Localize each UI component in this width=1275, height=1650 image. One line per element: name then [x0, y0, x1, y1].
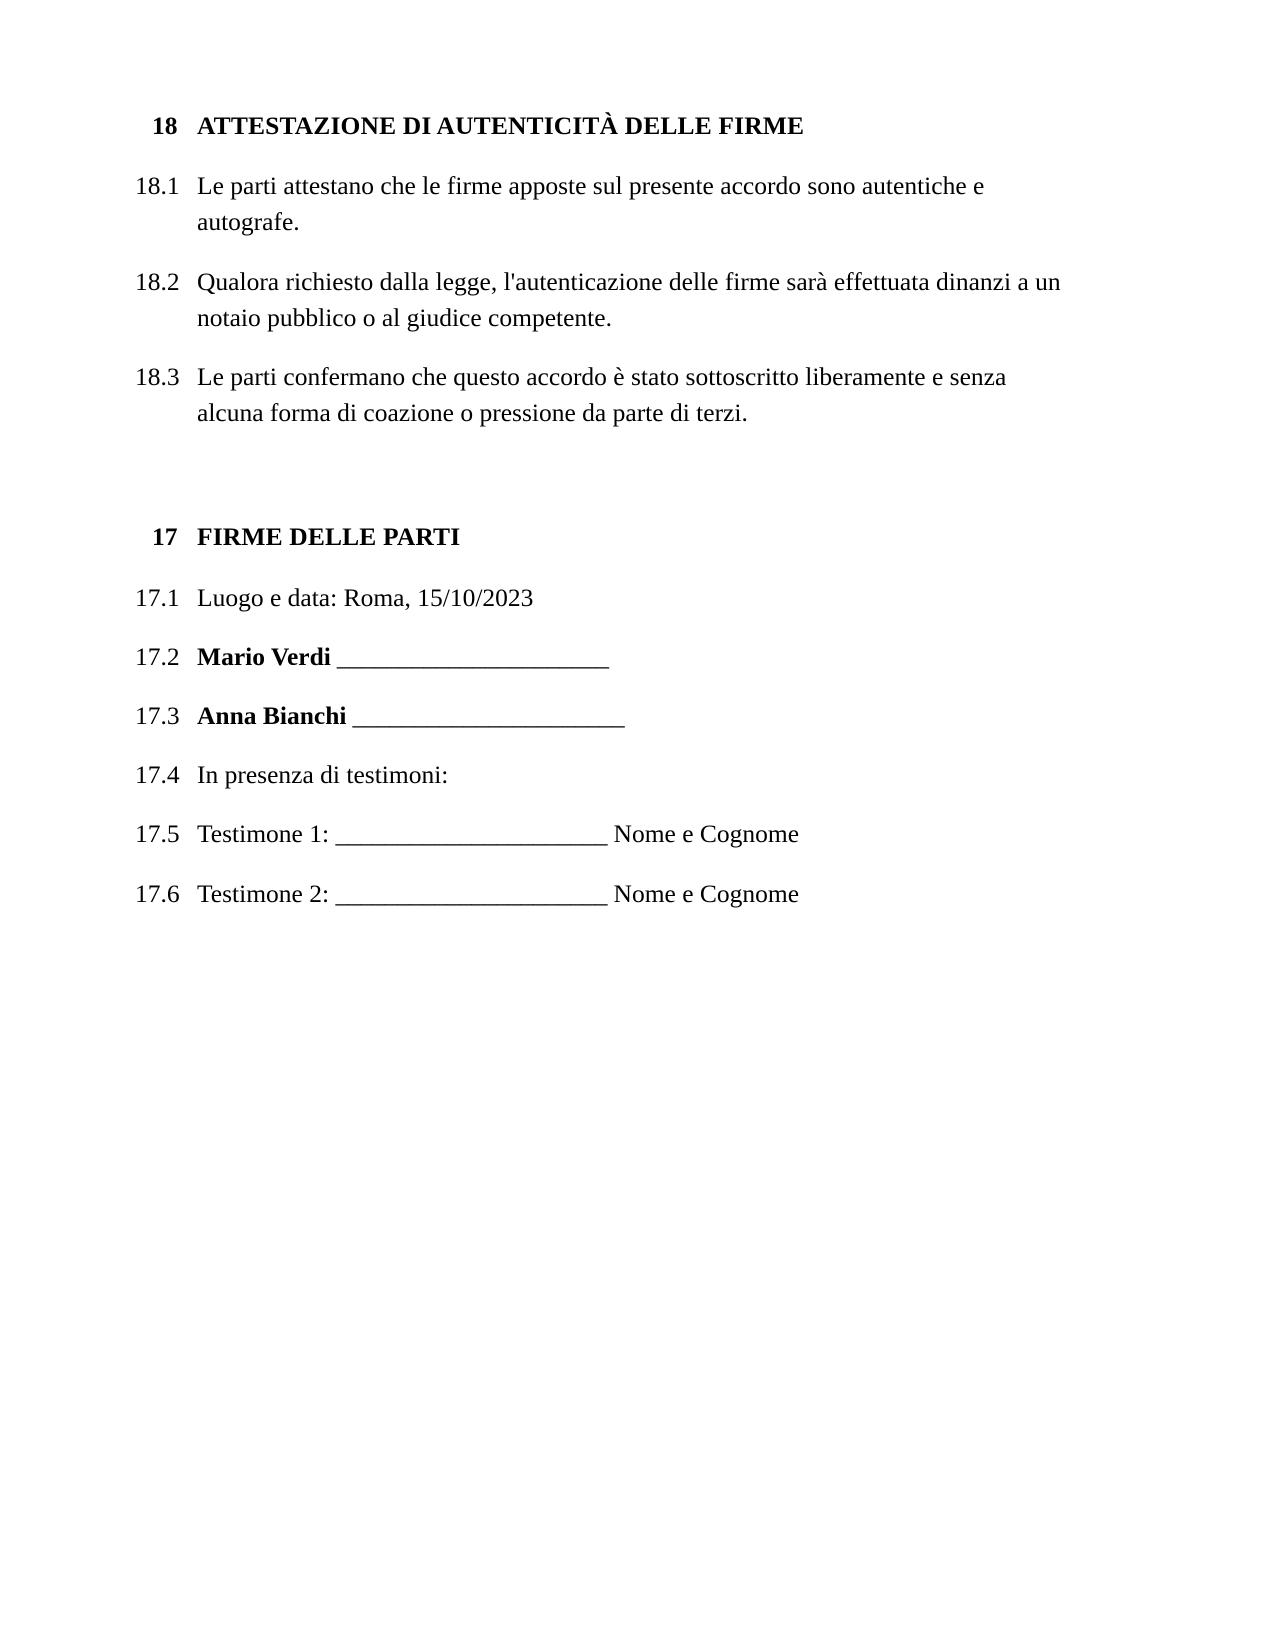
clause-17-2: [135, 639, 1075, 675]
spacer: [135, 734, 1075, 757]
clause-number: 18.3: [135, 362, 180, 392]
clause-17-4: [135, 757, 1075, 793]
witness-row: [197, 876, 1069, 912]
clause-18-2: [135, 264, 1075, 336]
clause-17-5: [135, 816, 1075, 852]
clause-text: In presenza di testimoni:: [197, 760, 449, 790]
witness-trailing-label: Nome e Cognome: [607, 878, 800, 908]
clause-number: 17.6: [135, 878, 180, 908]
clause-18-1: [135, 168, 1075, 240]
signatory-name: Mario Verdi: [197, 641, 331, 671]
spacer: [135, 793, 1075, 816]
spacer: [135, 616, 1075, 639]
spacer: [135, 336, 1075, 359]
clause-18-3: [135, 359, 1075, 431]
clause-number: 17.3: [135, 701, 180, 731]
spacer: [135, 675, 1075, 698]
clause-17-1: [135, 580, 1075, 616]
clause-number: 18.1: [135, 171, 180, 201]
witness-label: Testimone 1:: [197, 819, 336, 849]
clause-number: 17.1: [135, 582, 180, 612]
section-spacer: [135, 431, 1075, 519]
clause-number: 17.2: [135, 641, 180, 671]
document-content: [135, 108, 1075, 912]
clause-text: Luogo e data: Roma, 15/10/2023: [197, 582, 534, 612]
signature-line[interactable]: ______________________: [346, 701, 625, 731]
section-heading-17: [135, 519, 1075, 555]
spacer: [135, 853, 1075, 876]
clause-text: Qualora richiesto dalla legge, l'autenticazione delle firme sarà effettuata dinanzi a un notaio pubblico o al giudice competente.: [197, 266, 1061, 332]
spacer: [135, 556, 1075, 580]
clause-17-6: [135, 876, 1075, 912]
clause-number: 17.4: [135, 760, 180, 790]
clause-text: Le parti confermano che questo accordo è stato sottoscritto liberamente e senza alcuna forma di coazione o pressione da parte di terzi.: [197, 362, 1007, 428]
clause-number: 18.2: [135, 266, 180, 296]
clause-number: 17.5: [135, 819, 180, 849]
witness-label: Testimone 2:: [197, 878, 336, 908]
witness-trailing-label: Nome e Cognome: [607, 819, 800, 849]
signature-line[interactable]: ______________________: [330, 641, 609, 671]
signature-line[interactable]: ______________________: [335, 878, 608, 908]
section-title-17: FIRME DELLE PARTI: [197, 522, 461, 552]
section-number-17: 17: [152, 522, 178, 552]
clause-text: Le parti attestano che le firme apposte sul presente accordo sono autentiche e autografe.: [197, 171, 985, 237]
witness-row: [197, 816, 1069, 852]
signatory-name: Anna Bianchi: [197, 701, 347, 731]
section-title-18: ATTESTAZIONE DI AUTENTICITÀ DELLE FIRME: [197, 111, 805, 140]
clause-17-3: [135, 698, 1075, 734]
signatory-row: [197, 698, 1069, 734]
signature-line[interactable]: ______________________: [335, 819, 608, 849]
spacer: [135, 144, 1075, 168]
signatory-row: [197, 639, 1069, 675]
section-number-18: 18: [152, 111, 178, 140]
section-heading-18: [135, 108, 1075, 144]
spacer: [135, 241, 1075, 264]
